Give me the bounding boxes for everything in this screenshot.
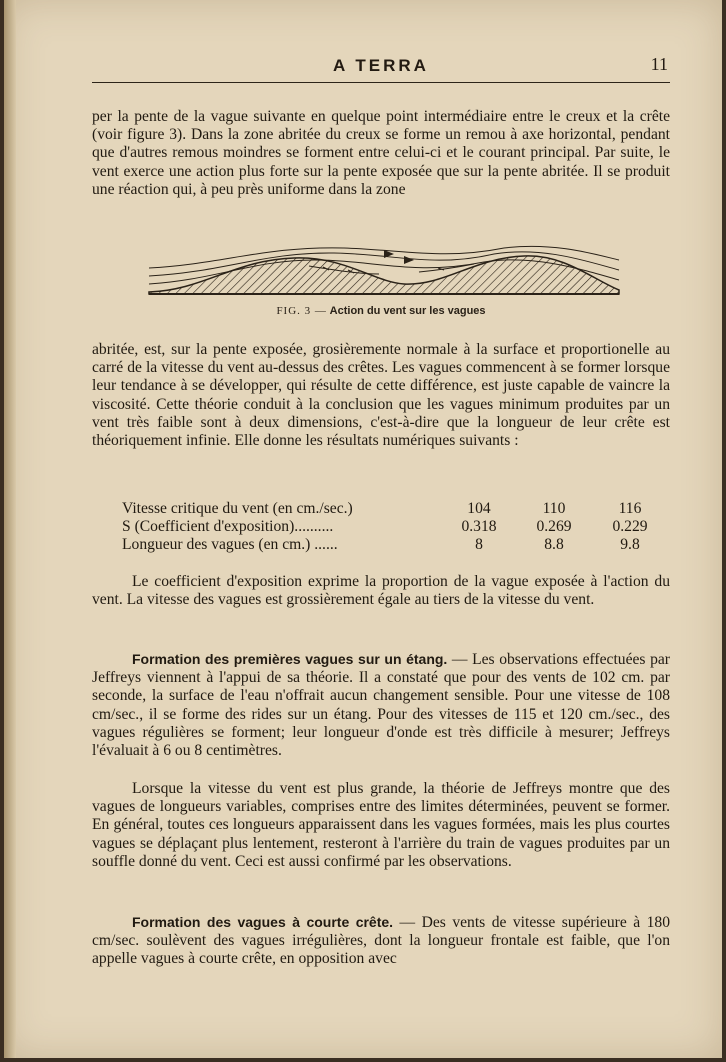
book-page bbox=[4, 0, 722, 1058]
arrow-icon bbox=[404, 256, 414, 264]
table-cell: 0.318 bbox=[461, 518, 497, 535]
table-row bbox=[122, 536, 662, 554]
table-cell: 9.8 bbox=[620, 536, 640, 553]
table-cell: 110 bbox=[542, 500, 566, 517]
paragraph-6 bbox=[92, 913, 670, 969]
wave-profile bbox=[149, 256, 619, 294]
figure-label: FIG. 3 — bbox=[276, 305, 327, 317]
page-spine-shadow bbox=[4, 0, 16, 1058]
table-cell: 104 bbox=[467, 500, 491, 517]
row-label: Vitesse critique du vent (en cm./sec.) bbox=[122, 500, 353, 517]
table-cell: 8 bbox=[475, 536, 483, 553]
results-table bbox=[122, 500, 662, 554]
table-cell: 8.8 bbox=[544, 536, 564, 553]
table-cell: 0.229 bbox=[612, 518, 648, 535]
figure-title: Action du vent sur les vagues bbox=[329, 305, 486, 317]
section-heading-short-crest: Formation des vagues à courte crête. bbox=[132, 914, 394, 930]
table-row bbox=[122, 518, 662, 536]
running-header bbox=[92, 50, 670, 83]
running-title: A TERRA bbox=[333, 56, 429, 75]
row-label: S (Coefficient d'exposition).......... bbox=[122, 518, 334, 535]
section-heading-ponds: Formation des premières vagues sur un étang. bbox=[132, 651, 448, 667]
paragraph-6-text: — Des vents de vitesse supérieure à 180 cm/sec. soulèvent des vagues irrégulières, dont la longueur frontale est faible, que l'on appelle vagues à courte crête, en opposition avec bbox=[92, 914, 670, 968]
page-number: 11 bbox=[650, 54, 668, 74]
paragraph-4 bbox=[92, 650, 670, 760]
table-cell: 0.269 bbox=[536, 518, 572, 535]
row-label: Longueur des vagues (en cm.) ...... bbox=[122, 536, 338, 553]
figure-caption bbox=[92, 305, 670, 317]
paragraph-4-text: — Les observations effectuées par Jeffreys viennent à l'appui de sa théorie. Il a constaté que pour des vents de 102 cm. par seconde, la surface de l'eau n'offrait aucun changement sensible. Pour une vitesse de 108 cm/sec., il se forme des rides sur un étang. Pour des vitesses de 115 et 120 cm./sec., des vagues régulières se forment; leur longueur d'onde est très difficile à mesurer; Jeffreys l'évaluait à 6 ou 8 centimètres. bbox=[92, 651, 670, 760]
paragraph-2: abritée, est, sur la pente exposée, grosièremente normale à la surface et proportionelle au carré de la vitesse du vent au-dessus des crêtes. Les vagues commencent à se former lorsque leur tendance à se développer, qui résulte de cette différence, est juste capable de vaincre la viscosité. Cette théorie conduit à la conclusion que les vagues minimum produites par un vent très faible sont à deux dimensions, c'est-à-dire que la longueur de leur crête est théoriquement infinie. Elle donne les résultats numériques suivants : bbox=[92, 341, 670, 450]
paragraph-3: Le coefficient d'exposition exprime la proportion de la vague exposée à l'action du vent. La vitesse des vagues est grossièrement égale au tiers de la vitesse du vent. bbox=[92, 573, 670, 609]
paragraph-5: Lorsque la vitesse du vent est plus grande, la théorie de Jeffreys montre que des vagues de longueurs variables, comprises entre des limites déterminées, peuvent se former. En général, toutes ces longueurs apparaissent dans les vagues formées, mais les plus courtes vagues se déplaçant plus lentement, resteront à l'arrière du train de vagues produites par un souffle donné du vent. Ceci est aussi confirmé par les observations. bbox=[92, 780, 670, 870]
table-cell: 116 bbox=[618, 500, 642, 517]
table-row bbox=[122, 500, 662, 518]
wave-wind-figure bbox=[144, 240, 624, 300]
paragraph-1: per la pente de la vague suivante en quelque point intermédiaire entre le creux et la crête (voir figure 3). Dans la zone abritée du creux se forme un remou à axe horizontal, pendant que d'autres remous moindres se forment entre celui-ci et le courant principal. Par suite, le vent exerce une action plus forte sur la pente exposée que sur la pente abritée. Il se produit une réaction qui, à peu près uniforme dans la zone bbox=[92, 108, 670, 198]
